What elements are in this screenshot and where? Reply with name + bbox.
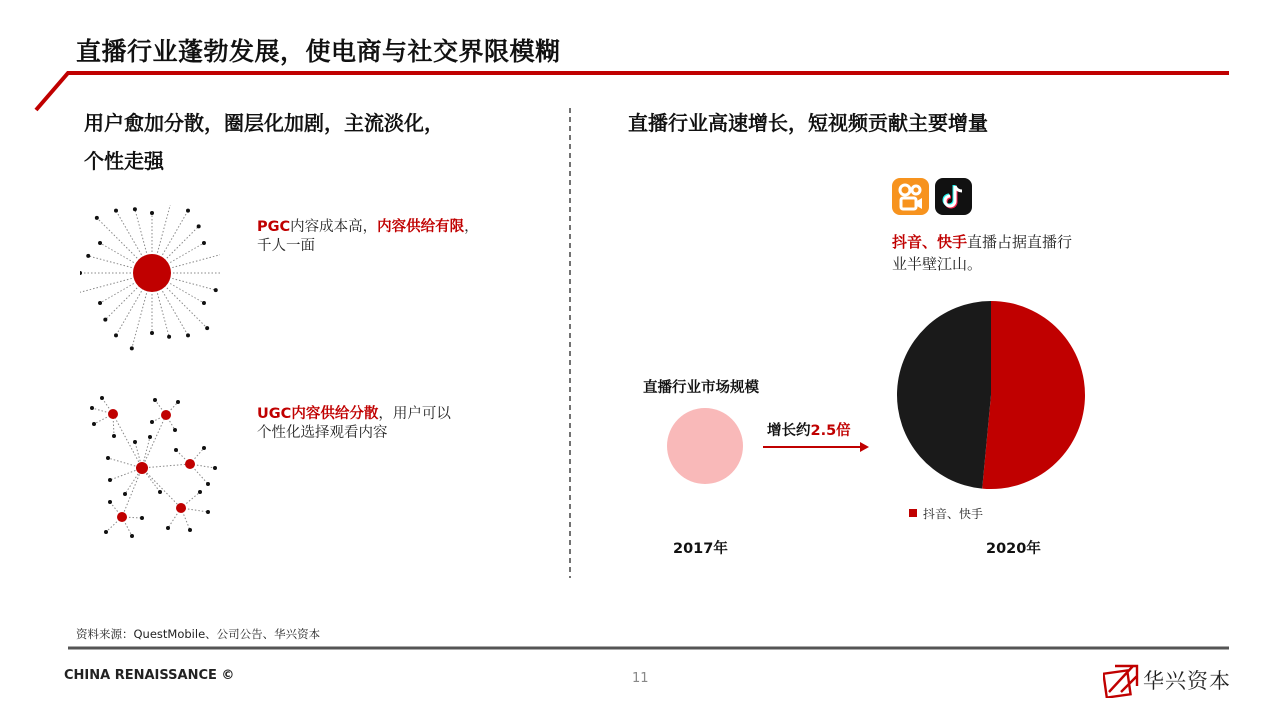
network-node (186, 209, 190, 213)
kuaishou-icon (892, 178, 929, 215)
note-line2: 业半壁江山。 (892, 255, 983, 273)
logo-text: 华兴资本 (1143, 669, 1231, 693)
network-node (150, 211, 154, 215)
network-node (130, 346, 134, 350)
pgc-text2: ， (464, 219, 479, 235)
market-size-label: 直播行业市场规模 (643, 380, 759, 396)
note-text1: 直播占据直播行 (967, 233, 1073, 251)
network-node (150, 331, 154, 335)
ugc-highlight: UGC内容供给分散 (257, 406, 379, 422)
legend-swatch (909, 509, 917, 517)
pie-slice-1 (897, 301, 991, 489)
left-subtitle-line1: 用户愈加分散，圈层化加剧，主流淡化， (84, 111, 444, 135)
network-node (202, 301, 206, 305)
market-2017-circle (667, 408, 743, 484)
network-node (186, 333, 190, 337)
ugc-text1: ，用户可以 (378, 406, 451, 422)
ugc-network-diagram (80, 392, 230, 542)
pgc-network-diagram (80, 205, 220, 365)
network-node (98, 241, 102, 245)
year-2020: 2020年 (986, 541, 1041, 557)
network-node (98, 301, 102, 305)
network-node (214, 288, 218, 292)
pie-legend (909, 505, 983, 522)
growth-label (767, 419, 851, 440)
right-subtitle: 直播行业高速增长，短视频贡献主要增量 (628, 111, 988, 135)
pie-slice-0 (982, 301, 1085, 489)
note-highlight: 抖音、快手 (892, 233, 968, 251)
page-title: 直播行业蓬勃发展，使电商与社交界限模糊 (76, 37, 561, 66)
ugc-line2: 个性化选择观看内容 (257, 425, 388, 441)
pgc-description (257, 218, 479, 256)
company-logo (1103, 660, 1233, 700)
ugc-description (257, 405, 451, 443)
growth-value: 2.5倍 (810, 423, 851, 439)
pgc-highlight: 内容供给有限 (377, 219, 465, 235)
network-node (205, 326, 209, 330)
legend-label: 抖音、快手 (923, 507, 984, 521)
pgc-prefix: PGC (257, 219, 291, 235)
network-node (167, 335, 171, 339)
logo-mark-icon (1103, 662, 1139, 698)
growth-prefix: 增长约 (767, 423, 811, 439)
left-subtitle (84, 104, 444, 180)
company-name: CHINA RENAISSANCE © (64, 668, 235, 683)
network-node (114, 209, 118, 213)
share-note (892, 231, 1072, 275)
pgc-text1: 内容成本高， (290, 219, 378, 235)
network-node (80, 271, 82, 275)
network-node (95, 216, 99, 220)
year-2017: 2017年 (673, 541, 728, 557)
douyin-icon (935, 178, 972, 215)
network-node (86, 254, 90, 258)
growth-arrow (762, 440, 872, 454)
network-node (133, 207, 137, 211)
network-node (202, 241, 206, 245)
page-number: 11 (632, 671, 649, 686)
source-note: 资料来源：QuestMobile、公司公告、华兴资本 (76, 627, 321, 641)
left-subtitle-line2: 个性走强 (84, 149, 164, 173)
network-node (114, 333, 118, 337)
network-node (103, 318, 107, 322)
pgc-line2: 千人一面 (257, 238, 315, 254)
network-node (197, 224, 201, 228)
pie-chart (895, 299, 1087, 491)
